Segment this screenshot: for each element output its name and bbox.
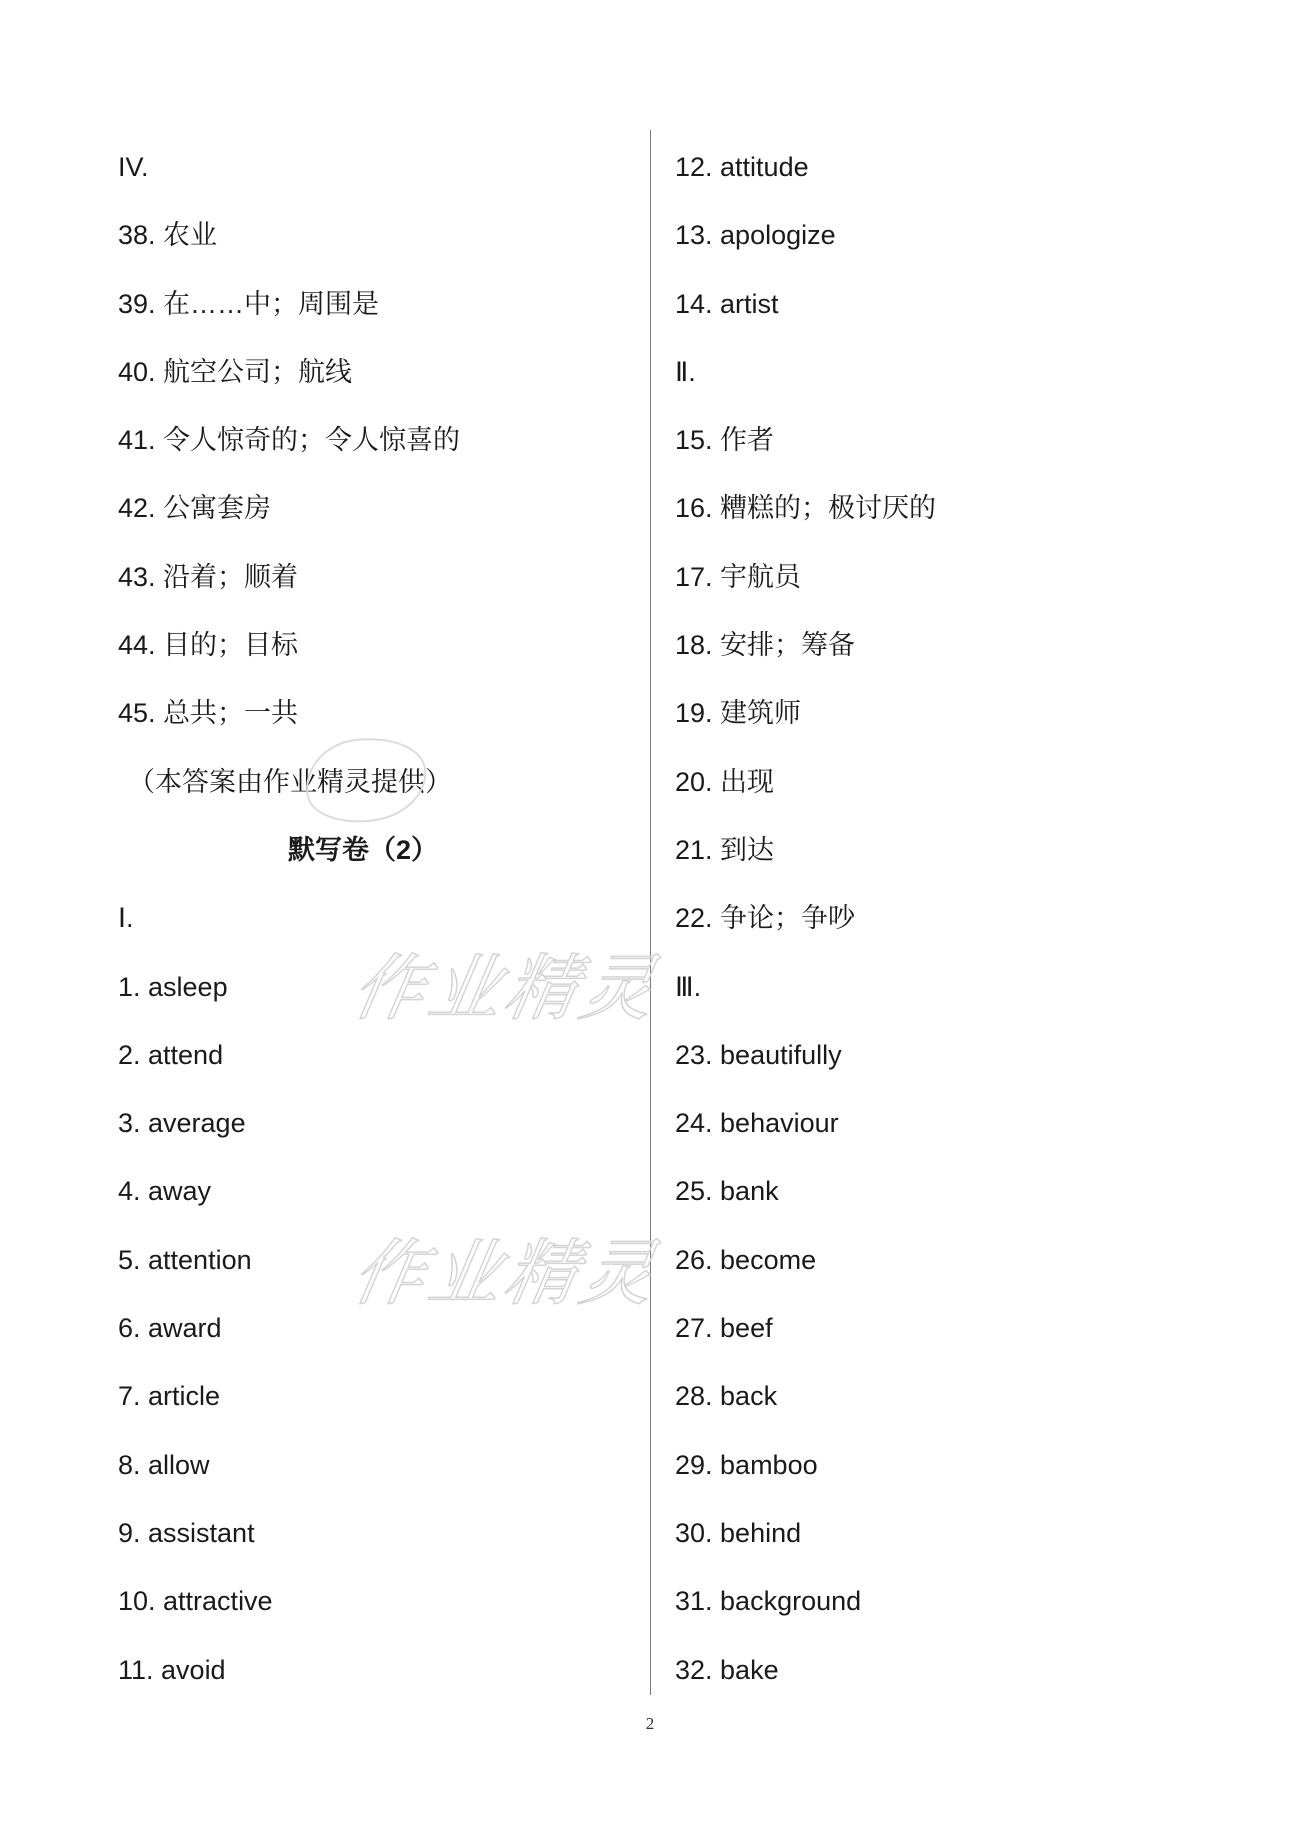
answer-item: 18. 安排；筹备	[675, 630, 856, 661]
answer-item: 7. article	[118, 1381, 221, 1412]
answer-item: 10. attractive	[118, 1586, 273, 1617]
column-divider	[650, 130, 651, 1695]
section-title: 默写卷（2）	[287, 834, 439, 865]
answer-item: 32. bake	[675, 1654, 779, 1685]
answer-item: 22. 争论；争吵	[675, 903, 856, 934]
answer-item: 2. attend	[118, 1039, 224, 1070]
section-heading: Ⅲ.	[675, 971, 702, 1002]
answer-item: 43. 沿着；顺着	[118, 561, 299, 592]
left-column	[118, 133, 638, 1704]
answer-item: 21. 到达	[675, 834, 775, 865]
answer-item: 30. behind	[675, 1517, 802, 1548]
answer-item: 1. asleep	[118, 971, 228, 1002]
answer-item: 13. apologize	[675, 220, 836, 251]
answer-item: 3. average	[118, 1108, 246, 1139]
watermark-text: 作业精灵	[346, 946, 666, 1030]
answer-item: 20. 出现	[675, 766, 775, 797]
answer-item: 25. bank	[675, 1176, 779, 1207]
answer-item: 9. assistant	[118, 1517, 255, 1548]
answer-item: 42. 公寓套房	[118, 493, 272, 524]
answer-item: 14. artist	[675, 288, 779, 319]
answer-item: 5. attention	[118, 1244, 252, 1275]
source-note: （本答案由作业精灵提供）	[128, 766, 452, 797]
answer-item: 38. 农业	[118, 220, 218, 251]
answer-item: 4. away	[118, 1176, 212, 1207]
answer-item: 44. 目的；目标	[118, 630, 299, 661]
answer-item: 40. 航空公司；航线	[118, 356, 353, 387]
answer-item: 27. beef	[675, 1313, 773, 1344]
section-heading: IV.	[118, 152, 149, 182]
page-number: 2	[645, 1714, 655, 1733]
answer-item: 15. 作者	[675, 425, 775, 456]
answer-item: 6. award	[118, 1313, 222, 1344]
answer-item: 11. avoid	[118, 1654, 226, 1685]
answer-item: 8. allow	[118, 1449, 210, 1480]
answer-item: 28. back	[675, 1381, 778, 1412]
answer-item: 26. become	[675, 1244, 817, 1275]
answer-item: 12. attitude	[675, 152, 809, 182]
answer-item: 16. 糟糕的；极讨厌的	[675, 493, 937, 524]
answer-item: 23. beautifully	[675, 1039, 842, 1070]
answer-item: 19. 建筑师	[675, 698, 802, 729]
watermark-text: 作业精灵	[346, 1231, 666, 1315]
answer-item: 29. bamboo	[675, 1449, 818, 1480]
answer-item: 17. 宇航员	[675, 561, 802, 592]
answer-item: 31. background	[675, 1586, 862, 1617]
right-column	[675, 133, 1235, 1704]
section-heading: Ⅰ.	[118, 903, 134, 934]
answer-item: 41. 令人惊奇的；令人惊喜的	[118, 425, 461, 456]
answer-item: 24. behaviour	[675, 1108, 839, 1139]
answer-item: 45. 总共；一共	[118, 698, 299, 729]
answer-item: 39. 在……中；周围是	[118, 288, 380, 319]
section-heading: Ⅱ.	[675, 356, 696, 387]
